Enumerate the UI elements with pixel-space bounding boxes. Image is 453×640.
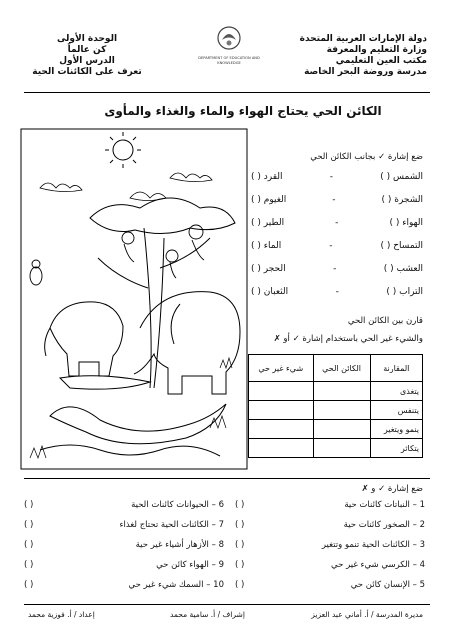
answer-blank[interactable]: ( )	[380, 241, 391, 251]
question-text: 8 – الأزهار أشياء غير حية	[135, 540, 224, 550]
item-word: الماء	[263, 241, 282, 251]
emblem-icon	[214, 24, 244, 52]
answer-cell[interactable]	[313, 420, 370, 439]
list-item	[251, 287, 423, 310]
separator: -	[333, 264, 337, 274]
question-text: 9 – الهواء كائن حي	[156, 560, 224, 570]
question-text: 3 – الكائنات الحية تنمو وتتغير	[321, 540, 425, 550]
list-item	[251, 241, 423, 264]
bird	[30, 260, 42, 285]
animals-coloring-illustration	[20, 128, 248, 470]
answer-cell[interactable]	[249, 439, 314, 458]
answer-cell[interactable]	[313, 439, 370, 458]
clouds	[40, 173, 212, 201]
section-divider	[24, 478, 430, 479]
question-item	[235, 500, 425, 520]
section2-instruction-2: والشيء غير الحي باستخدام إشارة ✓ أو ✗	[273, 334, 423, 344]
question-item	[235, 520, 425, 540]
answer-blank[interactable]: ( )	[235, 580, 245, 590]
item-word: التمساح	[393, 241, 423, 251]
answer-blank[interactable]: ( )	[24, 540, 34, 550]
table-header: المقارنة	[370, 355, 422, 382]
answer-cell[interactable]	[313, 382, 370, 401]
item-word: التراب	[399, 287, 423, 297]
item-word: القرد	[263, 172, 283, 182]
table-cell: يتغذى	[370, 382, 422, 401]
item-word: العشب	[396, 264, 423, 274]
table-header-row	[249, 355, 423, 382]
answer-cell[interactable]	[313, 401, 370, 420]
list-item	[251, 218, 423, 241]
table-cell: يتكاثر	[370, 439, 422, 458]
answer-blank[interactable]: ( )	[251, 172, 261, 182]
answer-blank[interactable]: ( )	[235, 500, 245, 510]
separator: -	[329, 172, 334, 182]
separator: -	[335, 218, 339, 228]
footer-principal: مديرة المدرسة / أ. أماني عبد العزيز	[311, 610, 423, 619]
answer-blank[interactable]: ( )	[24, 500, 34, 510]
section3-instruction: ضع إشارة ✓ و ✗	[361, 484, 423, 494]
living-things-list	[251, 172, 423, 310]
answer-blank[interactable]: ( )	[24, 580, 34, 590]
separator: -	[329, 241, 333, 251]
answer-blank[interactable]: ( )	[235, 560, 245, 570]
crocodiles	[50, 376, 226, 444]
small-elephant	[45, 302, 123, 376]
header-right	[277, 34, 427, 78]
answer-blank[interactable]: ( )	[381, 195, 392, 205]
question-item	[24, 560, 224, 580]
ministry-logo	[196, 24, 262, 74]
question-item	[24, 500, 224, 520]
question-item	[24, 580, 224, 600]
table-header: الكائن الحي	[313, 355, 370, 382]
question-text: 1 – النباتات كائنات حية	[344, 500, 425, 510]
answer-blank[interactable]: ( )	[386, 287, 397, 297]
true-false-left-column	[24, 500, 224, 600]
logo-caption: DEPARTMENT OF EDUCATION AND KNOWLEDGE	[198, 56, 260, 65]
table-row	[249, 401, 423, 420]
footer-prepared: إعداد / أ. فوزية محمد	[28, 610, 95, 619]
section1-instruction: ضع إشارة ✓ بجانب الكائن الحي	[310, 152, 423, 162]
lesson-title: تعرف على الكائنات الحية	[32, 67, 142, 77]
table-row	[249, 420, 423, 439]
question-text: 4 – الكرسي شيء غير حي	[331, 560, 425, 570]
footer-divider	[24, 604, 430, 605]
separator: -	[335, 287, 339, 297]
true-false-right-column	[235, 500, 425, 600]
answer-blank[interactable]: ( )	[251, 218, 261, 228]
header-right-line: وزارة التعليم والمعرفة	[326, 45, 427, 55]
question-text: 6 – الحيوانات كائنات الحية	[131, 500, 224, 510]
page-title: الكائن الحي يحتاج الهواء والماء والغذاء والمأوى	[104, 104, 382, 118]
answer-blank[interactable]: ( )	[251, 195, 261, 205]
header-right-line: مكتب العين التعليمي	[335, 56, 427, 66]
table-cell: ينمو ويتغير	[370, 420, 422, 439]
answer-blank[interactable]: ( )	[235, 540, 245, 550]
question-text: 10 – السمك شيء غير حي	[128, 580, 224, 590]
comparison-table	[248, 354, 423, 458]
question-item	[24, 540, 224, 560]
answer-blank[interactable]: ( )	[251, 241, 261, 251]
item-word: الطير	[263, 218, 285, 228]
item-word: الشجرة	[394, 195, 423, 205]
question-text: 2 – الصخور كائنات حية	[343, 520, 425, 530]
answer-blank[interactable]: ( )	[251, 264, 261, 274]
item-word: الثعبان	[263, 287, 289, 297]
header-divider	[24, 92, 430, 93]
unit-label: الوحدة الأولى	[56, 34, 118, 44]
answer-cell[interactable]	[249, 420, 314, 439]
item-word: الشمس	[393, 172, 423, 182]
unit-title: كن عالماً	[67, 45, 107, 55]
lesson-label: الدرس الأول	[59, 56, 115, 66]
table-cell: يتنفس	[370, 401, 422, 420]
header-left	[32, 34, 142, 78]
answer-blank[interactable]: ( )	[24, 560, 34, 570]
footer-supervisor: إشراف / أ. سامية محمد	[170, 610, 245, 619]
header-right-line: مدرسة وروضة البحر الخاصة	[304, 67, 427, 77]
answer-blank[interactable]: ( )	[380, 172, 391, 182]
list-item	[251, 172, 423, 195]
question-text: 5 – الإنسان كائن حي	[350, 580, 425, 590]
header-right-line: دولة الإمارات العربية المتحدة	[299, 34, 427, 44]
question-item	[235, 560, 425, 580]
list-item	[251, 264, 423, 287]
question-text: 7 – الكائنات الحية تحتاج لغذاء	[119, 520, 224, 530]
question-item	[235, 580, 425, 600]
answer-blank[interactable]: ( )	[383, 264, 394, 274]
item-word: الحجر	[263, 264, 286, 274]
sun-icon	[105, 132, 141, 168]
item-word: الغيوم	[263, 195, 287, 205]
question-item	[24, 520, 224, 540]
snake	[40, 445, 220, 456]
question-item	[235, 540, 425, 560]
table-header: شيء غير حي	[249, 355, 314, 382]
answer-cell[interactable]	[249, 382, 314, 401]
table-row	[249, 439, 423, 458]
answer-blank[interactable]: ( )	[389, 218, 400, 228]
answer-blank[interactable]: ( )	[235, 520, 245, 530]
answer-blank[interactable]: ( )	[24, 520, 34, 530]
section2-instruction-1: قارن بين الكائن الحي	[347, 316, 423, 326]
item-word: الهواء	[402, 218, 423, 228]
separator: -	[332, 195, 336, 205]
answer-blank[interactable]: ( )	[251, 287, 261, 297]
table-row	[249, 382, 423, 401]
answer-cell[interactable]	[249, 401, 314, 420]
list-item	[251, 195, 423, 218]
